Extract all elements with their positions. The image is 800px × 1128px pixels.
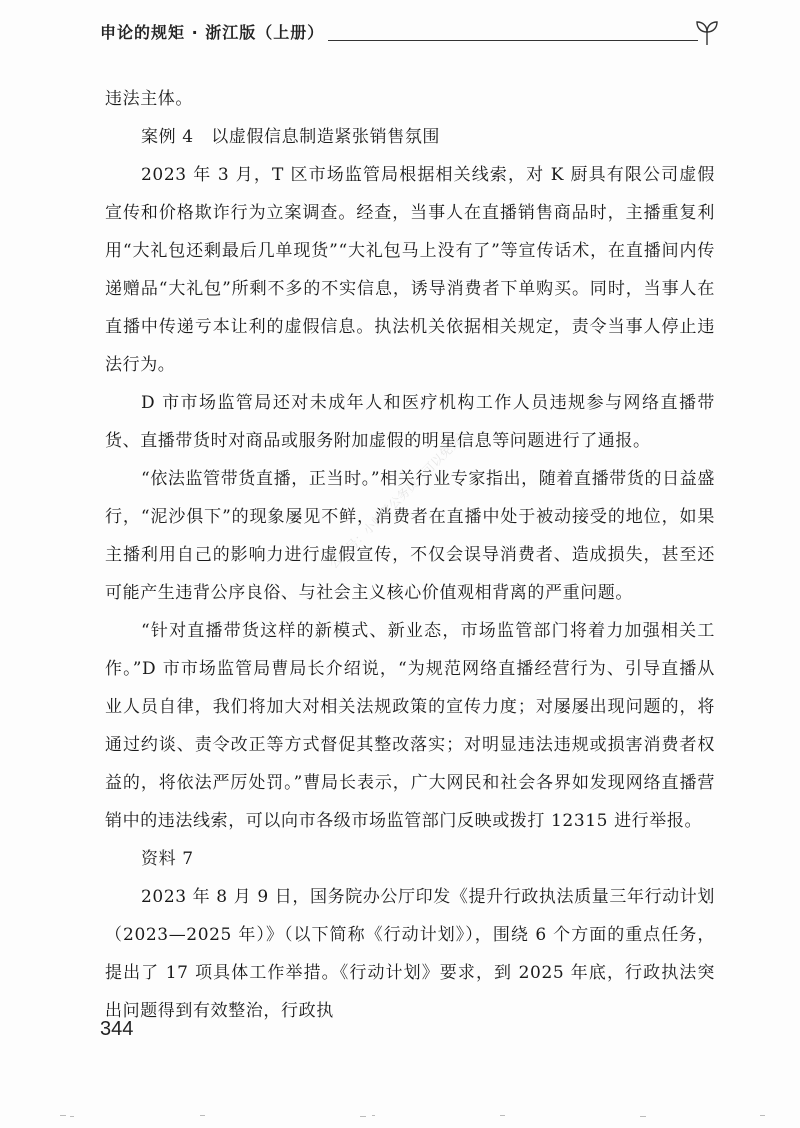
header-title: 申论的规矩 · 浙江版（上册）	[100, 23, 325, 42]
scan-noise	[0, 1112, 800, 1122]
case-heading: 案例 4 以虚假信息制造紧张销售氛围	[141, 127, 441, 147]
paragraph: 2023 年 8 月 9 日，国务院办公厅印发《提升行政执法质量三年行动计划（2023—2025 年）》（以下简称《行动计划》），围绕 6 个方面的重点任务，提出了 17 项具体工作举措。《行动计划》要求，到 2025 年底，行政执法突出问题得到有效整治，行政执	[105, 887, 715, 1021]
material-heading: 资料 7	[141, 849, 194, 869]
body-text	[105, 80, 715, 1030]
paragraph: “针对直播带货这样的新模式、新业态，市场监管部门将着力加强相关工作。”D 市市场监管局曹局长介绍说，“为规范网络直播经营行为、引导直播从业人员自律，我们将加大对相关法规政策的宣传力度；对屡屡出现问题的，将通过约谈、责令改正等方式督促其整改落实；对明显违法违规或损害消费者权益的，将依法严厉处罚。”曹局长表示，广大网民和社会各界如发现网络直播营销中的违法线索，可以向市各级市场监管部门反映或拨打 12315 进行举报。	[105, 621, 715, 831]
paragraph: 2023 年 3 月，T 区市场监管局根据相关线索，对 K 厨具有限公司虚假宣传和价格欺诈行为立案调查。经查，当事人在直播销售商品时，主播重复利用“大礼包还剩最后几单现货”“大礼包马上没有了”等宣传话术，在直播间内传递赠品“大礼包”所剩不多的不实信息，诱导消费者下单购买。同时，当事人在直播中传递亏本让利的虚假信息。执法机关依据相关规定，责令当事人停止违法行为。	[105, 165, 715, 375]
running-header	[100, 16, 720, 46]
page-number: 344	[100, 1018, 134, 1040]
header-rule	[328, 40, 698, 41]
paragraph-continuation: 违法主体。	[105, 89, 193, 109]
watermark: 公众号：小帅学公务员（可以免费）	[326, 425, 473, 572]
sprout-icon	[694, 18, 720, 46]
paragraph: D 市市场监管局还对未成年人和医疗机构工作人员违规参与网络直播带货、直播带货时对商品或服务附加虚假的明星信息等问题进行了通报。	[105, 393, 715, 451]
paragraph: “依法监管带货直播，正当时。”相关行业专家指出，随着直播带货的日益盛行，“泥沙俱下”的现象屡见不鲜，消费者在直播中处于被动接受的地位，如果主播利用自己的影响力进行虚假宣传，不仅会误导消费者、造成损失，甚至还可能产生违背公序良俗、与社会主义核心价值观相背离的严重问题。	[105, 469, 715, 603]
